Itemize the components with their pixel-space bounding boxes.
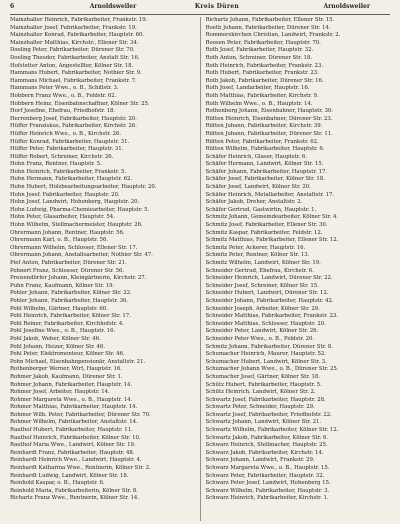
directory-entry: Hammans Michael, Fabrikarbeiter, Frankstr. 7. [10,77,137,84]
directory-entry: Pohnert Franz, Schlosser, Dürener Str. 56. [10,267,125,274]
directory-entry: Rohmer Margareta Wwe., o. B., Hauptstr. 14. [10,396,133,403]
directory-entry: Schäfer Josef, Landwirt, Kölner Str. 20. [205,184,311,191]
directory-entry: Rauthof Maria Wwe., Landwirt, Kölner Str. 19. [10,442,136,449]
directory-entry: Hohn Wilhelm, Stellmachermeister, Hauptstr. 26. [10,222,143,229]
page-number: 6 [10,3,15,10]
directory-entry: Mainzhalter Heinrich, Fabrikarbeiter, Frankstr. 19. [10,17,148,23]
directory-entry: Pohler Johann, Fabrikarbeiter, Hauptstr. 36. [10,297,129,304]
directory-entry: Schwarz Peter, Fabrikarbeiter, Hauptstr. 32. [205,472,325,479]
directory-entry: Rauthof Hubert, Fabrikarbeiter, Hauptstr. 11. [10,427,133,434]
directory-entry: Roeth Johann, Fabrikarbeiter, Dürener Str. 14. [205,24,331,31]
directory-entry: Hohn Hubert, Holzbearbeitungsarbeiter, Hauptstr. 20. [10,184,157,191]
directory-entry: Schneider Joseph, Arbeiter, Kölner Str. 29. [205,305,320,312]
directory-entry: Schwartz Johann, Landwirt, Kölner Str. 21. [205,419,322,426]
directory-entry: Roth Anton, Schreiner, Dürener Str. 18. [205,54,312,61]
directory-entry: Pohl Reiner, Fabrikarbeiter, Kirchhofstr. 4. [10,320,124,327]
directory-entry: Hüffer Peter, Fabrikarbeiter, Hauptstr. 31. [10,146,124,153]
directory-entry: Schumacher Heinrich, Maurer, Hauptstr. 52. [205,351,326,358]
directory-entry: Mainzhalter Josef, Fabrikarbeiter, Frankstr. 19. [10,24,137,31]
directory-entry: Richartz Johann, Fabrikarbeiter, Ellener Str. 15. [205,17,335,23]
directory-entry: Mainzhalter Matthias, Kirchstr., Ellener Str. 34. [10,39,139,46]
header-left-title: Arnoldsweiler [89,3,137,10]
directory-entry: Reinhold Maria, Fabrikarbeiterin, Kölner Str. 8. [10,487,138,494]
directory-entry: Schmitz Kaspar, Fabrikarbeiter, Feldstr. 12. [205,229,323,236]
directory-entry: Rohmer Matthias, Fabrikarbeiter, Hauptstr. 14. [10,404,138,411]
directory-entry: Schneider Matthias, Schlosser, Hauptstr. 20. [205,320,326,327]
directory-entry: Schütz Hubert, Fabrikarbeiter, Hauptstr. 5. [205,381,322,388]
directory-entry: Schäfer Hermann, Landwirt, Kölner Str. 15. [205,161,324,168]
directory-entry: Ohrermann Karl, o. B., Hauptstr. 56. [10,237,108,244]
directory-entry: Schwarz Heinrich, Stellmacher, Hauptstr. 25. [205,442,328,449]
directory-entry: Rütten Peter, Fabrikarbeiter, Frankstr. 62. [205,138,319,145]
directory-entry: Schwartz Josef, Fabrikarbeiter, Friedhofstr. 22. [205,411,332,418]
directory-entry: Roth Matthias, Fabrikarbeiter, Kirchstr. 9. [205,92,319,99]
directory-entry: Hohn Heinrich, Fabrikarbeiter, Frankstr. 5. [10,168,127,175]
directory-entry: Schumacher Johann Wwe., o. B., Dürener Str. 25. [205,366,339,373]
directory-entry: Schwarz Peter Josef, Landwirt, Hohenberg 15. [205,480,331,487]
directory-entry: Reinhardt Franz, Fabrikarbeiter, Hauptstr. 48. [10,449,135,456]
directory-entry: Richartz Franz Wwe., Rentnerin, Kölner Str. 14. [10,495,139,502]
directory-entry: Hohn Ludwig, Pharma-Chemiearbeiter, Hauptstr. 5. [10,206,150,213]
directory-entry: Schwarz Johann, Landwirt, Frankstr. 29. [205,457,315,464]
directory-entry: Hüffer Robert, Schreiner, Kirchstr. 26. [10,153,114,160]
directory-entry: Roth Wilhelm Wwe., o. B., Hauptstr. 14. [205,100,313,107]
directory-entry: Reinhardt Heinrich Wwe., Landwirt, Hauptstr. 4. [10,457,142,464]
directory-entry: Hohn Josef, Landwirt, Hohenberg, Hauptstr. 20. [10,199,140,206]
directory-entry: Schwarz Heinrich, Fabrikarbeiter, Kirchstr. 1. [205,495,329,502]
directory-entry: Rohmer Wilh. Peter, Fabrikarbeiter, Dürener Str. 70. [10,411,151,418]
directory-entry: Rohmer Josef, Arbeiter, Hauptstr. 14. [10,389,110,396]
directory-entry: Roth Heinrich, Fabrikarbeiter, Frankstr. 23. [205,62,323,69]
directory-entry: Schwartz Wilhelm, Fabrikarbeiter, Kölner Str. 12. [205,427,339,434]
directory-entry: Rohmer Jakob, Kaufmann, Dürener Str. 1. [10,373,123,380]
directory-entry: Rütten Johann, Fabrikarbeiter, Dürener Str. 11. [205,130,333,137]
directory-entry: Schäfer Jakob, Dreher, Anstaltstr. 2. [205,199,303,206]
directory-entry: Pohl Wilhelm, Gärtner, Hauptstr. 60. [10,305,108,312]
directory-entry: Rothenberg Johann, Eisenbahner, Hauptstr. 30. [205,108,333,115]
directory-entry: Schneider Peter Wwe., o. B., Feldstr. 20. [205,335,315,342]
directory-entry: Pief Anton, Fabrikarbeiter, Dürener Str. 21. [10,260,127,266]
directory-entry: Horf Josefine, Ehefrau, Friedhofstr. 18. [10,108,115,115]
directory-entry: Reinhardt Ludwig, Landwirt, Kölner Str. 18. [10,472,129,479]
directory-entry: Herrenberg Josef, Fabrikarbeiter, Hauptstr. 20. [10,115,137,122]
directory-entry: Schumacher Hubert, Landwirt, Kölner Str. 3. [205,358,327,365]
directory-entry: Schwartz Jakob, Fabrikarbeiter, Kölner Str. 6. [205,434,329,441]
directory-entry: Schneider Hubert, Landwirt, Dürener Str. 12. [205,290,329,297]
directory-entry: Preisendörfer Johann, Kleingärtnerin, Kirchstr. 27. [10,275,147,282]
directory-entry: Schneider Johann, Fabrikarbeiter, Hauptstr. 42. [205,297,334,304]
directory-entry: Ohrermann Wilhelm, Schlosser, Ellener Str. 17. [10,244,138,251]
directory-entry: Pohl Heinrich, Fabrikarbeiter, Kölner Str. 17. [10,313,131,320]
directory-entry: Schmitz Johann, Gemeindearbeiter, Kölner Str. 4. [205,214,339,221]
header-right-title: Arnoldsweiler [323,3,370,10]
directory-entry: Schwarz Jakob, Fabrikarbeiter, Kirchstr. 14. [205,449,324,456]
directory-entry: Roosen Peter, Fabrikarbeiter, Hauptstr. 70. [205,39,321,46]
directory-entry: Schneider Gertrud, Ehefrau, Kirchstr. 6. [205,267,314,274]
directory-entry: Ohrermann Johann, Anstaltsarbeiter, Nothier Str. 47. [10,252,153,259]
directory-entry: Schwartz Josef, Fabrikarbeiter, Hauptstr. 28. [205,396,326,403]
directory-entry: Schmitz Wilhelm, Landwirt, Kölner Str. 19. [205,260,321,266]
directory-entry: Rommerskirchen Christian, Landwirt, Frankstr. 2. [205,32,341,39]
directory-entry: Hüffer Franziskus, Fabrikarbeiter, Kirchstr. 26. [10,123,137,130]
directory-entry: Hobbern Heinz, Eisenbahnschaffner, Kölner Str. 25. [10,100,150,107]
directory-entry: Pohl Josefine Wwe., o. B., Hauptstr. 16. [10,328,116,335]
directory-entry: Schneider Josef, Schreiner, Kölner Str. 15. [205,282,319,289]
directory-entry: Hohn Franz, Rentner, Hauptstr. 5. [10,161,102,168]
directory-entry: Reinhold Kaspar, o. B., Hauptstr. 6. [10,480,105,487]
directory-entry: Mainzhalter Konrad, Fabrikarbeiter, Hauptstr. 60. [10,32,145,39]
directory-entry: Reinhardt Katharina Wwe., Rentnerin, Kölner Str. 2. [10,465,151,472]
directory-entry: Schumacher Josef, Gärtner, Kölner Str. 18. [205,373,320,380]
directory-entry: Schmitz Johann, Fabrikarbeiter, Dürener Str. 8. [205,343,333,350]
directory-entry: Pohl Peter, Elektromonteur, Kölner Str. 46. [10,351,125,358]
page-header [10,3,390,15]
right-column [201,17,391,521]
directory-entry: Schmitz Peter, Ackerer, Hauptstr. 16. [205,244,306,251]
directory-entry: Roth Hubert, Fabrikarbeiter, Frankstr. 23. [205,70,319,77]
directory-entry: Schwarz Wilhelm, Fabrikarbeiter, Hauptstr. 3. [205,487,330,494]
directory-entry: Pohn Michael, Eisenbahnpensionär, Anstaltstr. 21. [10,358,146,365]
directory-entry: Roth Josef, Landarbeiter, Hauptstr. 16. [205,85,310,92]
directory-entry: Doeling Peter, Fabrikarbeiter, Dürener Str. 70. [10,47,135,54]
directory-entry: Hammans Peter Wwe., o. B., Schillstr. 3. [10,85,119,92]
directory-entry: Hohn Hermann, Fabrikarbeiter, Hauptstr. 62. [10,176,133,183]
directory-entry: Schwarz Margareta Wwe., o. B., Hauptstr. 15. [205,465,330,472]
directory-entry: Hüffer Konrad, Fabrikarbeiter, Hauptstr. 31. [10,138,130,145]
directory-entry: Schwartz Peter, Schneider, Hauptstr. 29. [205,404,315,411]
directory-entry: Hofstetter Anton, Angestellter, Kölner Str. 18. [10,62,134,69]
directory-entry: Hammans Hubert, Fabrikarbeiter, Nothier Str. 9. [10,70,142,77]
directory-entry: Hohn Josef, Fabrikarbeiter, Hauptstr. 20. [10,191,120,198]
directory-entry: Pohl Jakob, Weber, Kölner Str. 46. [10,335,101,342]
directory-entry: Doeling Theodor, Fabrikarbeiter, Anstalt Str. 16. [10,54,140,61]
header-center-title: Kreis Düren [194,3,240,10]
directory-entry: Hohn Peter, Glasarbeiter, Hauptstr. 54. [10,214,115,221]
directory-entry: Schmitz Josef, Fabrikarbeiter, Ellener Str. 30. [205,222,328,229]
directory-entry: Schmitz Peter, Rentner, Kölner Str. 13. [205,252,310,259]
directory-entry: Rohmer Johann, Fabrikarbeiter, Hauptstr. 14. [10,381,133,388]
directory-entry: Schmitz Matthias, Fabrikarbeiter, Ellener Str. 12. [205,237,339,244]
directory-entry: Hüffer Heinrich Wwe., o. B., Kirchstr. 26. [10,130,122,137]
directory-entry: Schneider Matthias, Fabrikarbeiter, Frankstr. 23. [205,313,338,320]
directory-entry: Schäfer Josef, Fabrikarbeiter, Kölner Str. 18. [205,176,325,183]
directory-entry: Rütten Johann, Fabrikarbeiter, Kirchstr. 39. [205,123,323,130]
directory-entry: Schäfer Johann, Fabrikarbeiter, Hauptstr. 17. [205,168,328,175]
directory-entry: Ohrermann Johann, Rentner, Hauptstr. 56. [10,229,125,236]
directory-entry: Rauthof Heinrich, Fabrikarbeiter, Kölner Str. 10. [10,434,141,441]
directory-entry: Puhn Franz, Kaufmann, Kölner Str. 19. [10,282,115,289]
directory-entry: Roth Jakob, Fabrikarbeiter, Dürener Str. 16. [205,77,324,84]
directory-entry: Hobbern Franz Wwe., o. B., Feldstr. 62. [10,92,117,99]
directory-entry: Rütten Wilhelm, Fabrikarbeiter, Hauptstr. 6. [205,146,325,153]
directory-entry: Schäfer Gertrud, Gastwirtin, Hauptstr. 1. [205,206,317,213]
directory-entry: Rütten Heinrich, Eisenbahner, Dürener Str. 23. [205,115,333,122]
directory-entry: Rothenberger Werner, Wirt, Hauptstr. 16. [10,366,122,373]
directory-entry: Schneider Peter, Landwirt, Kölner Str. 26. [205,328,319,335]
directory-entry: Schütz Heinrich, Landwirt, Kölner Str. 2. [205,389,316,396]
directory-entry: Roth Josef, Fabrikarbeiter, Hauptstr. 32. [205,47,314,54]
directory-columns [10,17,390,521]
directory-entry: Pohl Johann, Heizer, Kölner Str. 46. [10,343,105,350]
directory-entry: Schneider Heinrich, Landwirt, Dürener Str. 22. [205,275,333,282]
directory-entry: Rohmer Wilhelm, Fabrikarbeiter, Anstaltstr. 14. [10,419,138,426]
directory-entry: Schäfer Heinrich, Glaser, Hauptstr. 6. [205,153,307,160]
left-column [10,17,201,521]
directory-entry: Schäfer Heinrich, Metallarbeiter, Anstaltstr. 17. [205,191,335,198]
directory-entry: Pohler Johann, Fabrikarbeiter, Kölner Str. 22. [10,290,132,297]
